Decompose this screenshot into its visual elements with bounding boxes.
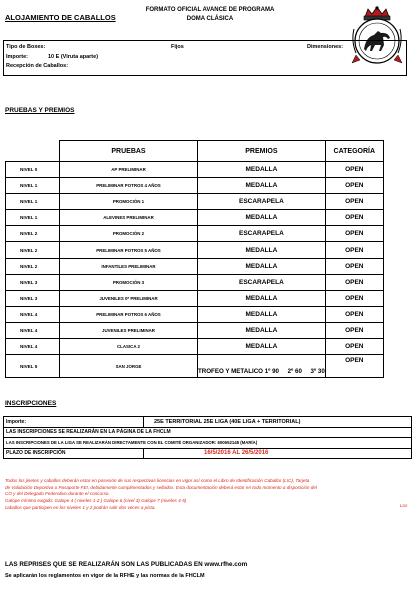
level-cell: NIVEL 0 [6,162,60,178]
header-level-blank [6,141,60,162]
note-line: Galope mínimo exigido: Galope 4 ( niveles 1-2 ) Galope 6 (nivel 3) Galope 7 (niveles 4-5) [5,498,187,504]
inscripciones-table [3,416,412,459]
footer-regulations: Se aplicarán los reglamentos en vigor de la RFHE y las normas de la FHCLM [5,573,205,579]
dimensiones-label: Dimensiones: [307,44,344,50]
categoria-cell: OPEN [325,242,383,258]
insc-importe-row [4,417,412,428]
prueba-cell: PRELIMINAR POTROS 5 AÑOS [60,242,198,258]
premio-cell: MEDALLA [198,178,326,194]
premio-cell: MEDALLA [198,258,326,274]
note-line: de Validación Deportiva o Pasaporte FEI, debidamente cumplimentados y sellados. Esta documentación deberá estar en todo momento a disposición del [5,484,317,490]
level-cell: NIVEL 2 [6,258,60,274]
importe-value: 10 E (Viruta aparte) [48,54,99,60]
prueba-cell: CLASICA 2 [60,339,198,355]
prueba-cell: JUVENILES 0* PRELIMINAR [60,290,198,306]
table-row [6,355,384,378]
level-cell: NIVEL 1 [6,210,60,226]
table-row [6,306,384,322]
prueba-cell: PRELIMINAR POTROS 4 AÑOS [60,178,198,194]
insc-importe-label: Importe: [4,417,144,428]
insc-plazo-label: PLAZO DE INSCRIPCIÓN [4,448,144,459]
premio-cell: MEDALLA [198,162,326,178]
recepcion-label: Recepción de Caballos: [6,63,69,69]
level-cell: NIVEL 5 [6,355,60,378]
premio-cell: MEDALLA [198,242,326,258]
tipo-boxes-value: Fijos [171,44,184,50]
categoria-cell: OPEN [325,355,383,378]
insc-line1-row [4,427,412,438]
column-header-premios: PREMIOS [198,141,326,162]
column-header-categoria: CATEGORÍA [325,141,383,162]
table-row [6,178,384,194]
events-table [5,140,384,378]
level-cell: NIVEL 3 [6,274,60,290]
prueba-cell: AP PRELIMINAR [60,162,198,178]
page-title: ALOJAMIENTO DE CABALLOS [5,13,116,22]
insc-plazo-value: 16/5/2016 AL 26/5/2016 [144,448,412,459]
premio-cell: MEDALLA [198,339,326,355]
form-title: FORMATO OFICIAL AVANCE DE PROGRAMA [145,7,275,13]
categoria-cell: OPEN [325,339,383,355]
premio-cell: MEDALLA [198,210,326,226]
section-title-inscripciones: INSCRIPCIONES [5,400,57,407]
prueba-cell: PRELIMINAR POTROS 6 AÑOS [60,306,198,322]
prueba-cell: INFANTILES PRELIMINAR [60,258,198,274]
table-row [6,274,384,290]
prueba-cell: ALEVINES PRELIMINAR [60,210,198,226]
level-cell: NIVEL 1 [6,194,60,210]
level-cell: NIVEL 2 [6,226,60,242]
note-line: caballos que participen en los niveles 1 y 2 podrán salir dos veces a pista. [5,504,156,510]
categoria-cell: OPEN [325,258,383,274]
table-row [6,210,384,226]
premio-cell: ESCARAPELA [198,226,326,242]
table-row [6,290,384,306]
level-cell: NIVEL 4 [6,339,60,355]
categoria-cell: OPEN [325,306,383,322]
note-line-extra: Los [400,503,408,508]
discipline-title: DOMA CLÁSICA [186,16,234,22]
premio-cell: ESCARAPELA [198,194,326,210]
premio-cell: MEDALLA [198,290,326,306]
categoria-cell: OPEN [325,274,383,290]
insc-plazo-row [4,448,412,459]
categoria-cell: OPEN [325,226,383,242]
premio-cell: TROFEO Y METALICO 1º 90 2º 60 3º 30 [198,355,326,378]
level-cell: NIVEL 1 [6,178,60,194]
premio-cell: MEDALLA [198,322,326,338]
importe-label: Importe: [6,54,28,60]
prueba-cell: JUVENILES PRELIMINAR [60,322,198,338]
table-row [6,226,384,242]
note-line: CO y del Delegado Federativo durante el concurso. [5,491,110,497]
prueba-cell: PROMOCIÓN 1 [60,194,198,210]
categoria-cell: OPEN [325,322,383,338]
prueba-cell: PROMOCIÓN 2 [60,226,198,242]
insc-line2: LAS INSCRIPCIONES DE LA LIGA SE REALIZARÁN DIRECTAMENTE CON EL COMITÉ ORGANIZADOR: 600652148 (MARÍA) [4,438,412,449]
table-row [6,194,384,210]
insc-importe-value: 25E TERRITORIAL 25E LIGA (40E LIGA + TERRITORIAL) [144,417,412,428]
level-cell: NIVEL 4 [6,322,60,338]
level-cell: NIVEL 2 [6,242,60,258]
categoria-cell: OPEN [325,162,383,178]
insc-line1: LAS INSCRIPCIONES SE REALIZARÁN EN LA PÁGINA DE LA FHCLM [4,427,412,438]
column-header-pruebas: PRUEBAS [60,141,198,162]
level-cell: NIVEL 4 [6,306,60,322]
premio-cell: ESCARAPELA [198,274,326,290]
table-row [6,242,384,258]
tipo-boxes-label: Tipo de Boxes: [6,44,46,50]
table-row [6,258,384,274]
table-row [6,339,384,355]
insc-line2-row [4,438,412,449]
categoria-cell: OPEN [325,178,383,194]
note-line: Todos los jinetes y caballos deberán estar en posesión de sus respectivas licencias en vigor así como el Libro de Identificación Caballar (LIC), Tarjeta [5,478,310,483]
section-title-pruebas: PRUEBAS Y PREMIOS [5,107,75,114]
footer-reprises: LAS REPRISES QUE SE REALIZARÁN SON LAS PUBLICADAS EN www.rfhe.com [5,561,248,568]
table-header-row [6,141,384,162]
categoria-cell: OPEN [325,290,383,306]
table-row [6,322,384,338]
table-row [6,162,384,178]
categoria-cell: OPEN [325,210,383,226]
prueba-cell: SAN JORGE [60,355,198,378]
notes-block [5,478,415,512]
categoria-cell: OPEN [325,194,383,210]
premio-cell: MEDALLA [198,306,326,322]
prueba-cell: PROMOCIÓN 3 [60,274,198,290]
level-cell: NIVEL 3 [6,290,60,306]
